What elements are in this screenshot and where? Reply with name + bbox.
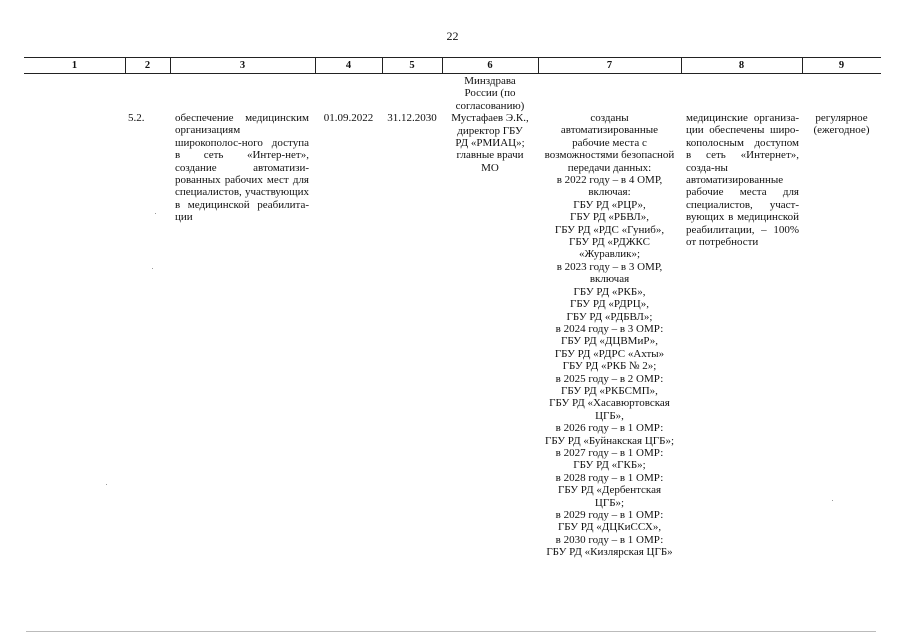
scan-speck — [832, 500, 833, 501]
scan-edge-line — [26, 631, 876, 632]
end-date: 31.12.2030 — [387, 112, 437, 124]
page-number: 22 — [446, 29, 459, 43]
column-header-2: 2 — [144, 60, 151, 71]
column-header-9: 9 — [838, 60, 845, 71]
header-bottom-border — [24, 73, 881, 74]
start-date: 01.09.2022 — [323, 112, 374, 124]
scan-speck — [152, 268, 153, 269]
target-indicator: медицинские организа-ции обеспечены широ-кополосным доступом в сеть «Интернет», созда-ны автоматизированные рабочие места для специалистов, участ-вующих в медицинской реабилитации, – 100% от потребности — [686, 112, 799, 249]
table-top-border — [24, 57, 881, 58]
column-header-8: 8 — [738, 60, 745, 71]
column-header-1: 1 — [71, 60, 78, 71]
scan-speck — [106, 484, 107, 485]
column-header-6: 6 — [487, 60, 493, 71]
frequency: регулярное (ежегодное) — [813, 112, 870, 137]
row-number: 5.2. — [128, 112, 145, 124]
scan-speck — [155, 213, 156, 214]
column-header-5: 5 — [409, 60, 415, 71]
column-header-7: 7 — [606, 60, 613, 71]
expected-result: созданы автоматизированные рабочие места с возможностями безопасной передачи данных: в 2022 году – в 4 ОМР, включая: ГБУ РД «РЦР», ГБУ РД «РБВЛ», ГБУ РД «РДС «Гуниб», ГБУ РД «РДЖКС «Журавлик»; в 2023 году – в 3 ОМР, включая ГБУ РД «РКБ», ГБУ РД «РДРЦ», ГБУ РД «РДБВЛ»; в 2024 году – в 3 ОМР: ГБУ РД «ДЦВМиР», ГБУ РД «РДРС «Ахты» ГБУ РД «РКБ № 2»; в 2025 году – в 2 ОМР: ГБУ РД «РКБСМП», ГБУ РД «Хасавюртовская ЦГБ», в 2026 году – в 1 ОМР: ГБУ РД «Буйнакская ЦГБ»; в 2027 году – в 1 ОМР: ГБУ РД «ГКБ»; в 2028 году – в 1 ОМР: ГБУ РД «Дербентская ЦГБ»; в 2029 году – в 1 ОМР: ГБУ РД «ДЦКиССХ», в 2030 году – в 1 ОМР: ГБУ РД «Кизлярская ЦГБ» — [544, 112, 675, 559]
column-header-4: 4 — [345, 60, 352, 71]
column-header-3: 3 — [239, 60, 246, 71]
responsible-executors: Минздрава России (по согласованию) Мустафаев Э.К., директор ГБУ РД «РМИАЦ»; главные врачи МО — [451, 75, 529, 174]
measure-description: обеспечение медицинским организациям широкополос-ного доступа в сеть «Интер-нет», создание автоматизи-рованных рабочих мест для специалистов, участвующих в медицинской реабилита-ции — [175, 112, 309, 224]
